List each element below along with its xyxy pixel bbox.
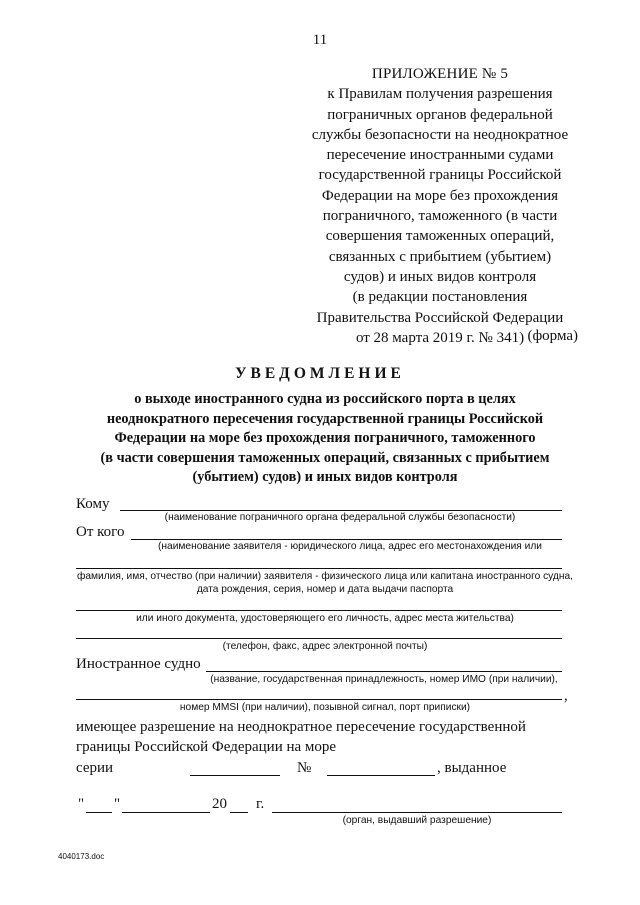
appendix-line: связанных с прибытием (убытием)	[328, 248, 552, 265]
subject-line: неоднократного пересечения государственной границы Российской	[106, 410, 544, 427]
appendix-line: службы безопасности на неоднократное	[311, 126, 569, 143]
date-open-quote: "	[78, 796, 85, 812]
permit-text-line-2: границы Российской Федерации на море	[76, 739, 337, 755]
from-label: От кого	[76, 524, 125, 540]
to-field-line[interactable]	[120, 510, 562, 511]
appendix-line: Федерации на море без прохождения	[321, 187, 559, 204]
appendix-line: совершения таможенных операций,	[325, 228, 555, 245]
month-field-line[interactable]	[122, 812, 210, 813]
vessel-field-line-2[interactable]	[76, 699, 562, 700]
from-caption-2: фамилия, имя, отчество (при наличии) заявителя - физического лица или капитана иностранного судна,	[77, 571, 573, 582]
appendix-line: пересечение иностранными судами	[326, 147, 554, 164]
appendix-line: к Правилам получения разрешения	[327, 86, 553, 103]
subject-line: (убытием) судов) и иных видов контроля	[192, 469, 458, 485]
from-caption-3: дата рождения, серия, номер и дата выдачи паспорта	[196, 584, 454, 595]
form-label: (форма)	[527, 328, 578, 344]
from-caption-5: (телефон, факс, адрес электронной почты)	[222, 641, 428, 652]
year-suffix: г.	[256, 796, 265, 812]
appendix-line: судов) и иных видов контроля	[343, 268, 537, 285]
appendix-block	[290, 64, 590, 348]
year-field-line[interactable]	[230, 812, 248, 813]
to-caption: (наименование пограничного органа федеральной службы безопасности)	[164, 512, 516, 523]
vessel-line-comma: ,	[564, 688, 568, 704]
appendix-line: (в редакции постановления	[352, 289, 528, 306]
vessel-label: Иностранное судно	[76, 656, 201, 672]
issued-label: , выданное	[437, 760, 507, 776]
appendix-line: Правительства Российской Федерации	[316, 309, 564, 326]
footer-file-code: 4040173.doc	[58, 852, 105, 861]
number-label: №	[297, 760, 312, 776]
appendix-line: от 28 марта 2019 г. № 341)	[355, 329, 525, 346]
series-label: серии	[76, 760, 114, 776]
from-caption-1: (наименование заявителя - юридического лица, адрес его местонахождения или	[158, 541, 542, 552]
appendix-line: государственной границы Российской	[318, 167, 562, 184]
permit-text-line-1: имеющее разрешение на неоднократное пересечение государственной	[76, 719, 526, 735]
subject-line: (в части совершения таможенных операций, связанных с прибытием	[100, 449, 550, 466]
appendix-line: пограничного, таможенного (в части	[322, 208, 558, 225]
day-field-line[interactable]	[86, 812, 112, 813]
vessel-field-line-1[interactable]	[206, 671, 562, 672]
from-field-line-1[interactable]	[131, 539, 562, 540]
from-field-line-3[interactable]	[76, 610, 562, 611]
year-prefix: 20	[212, 796, 227, 812]
document-title: УВЕДОМЛЕНИЕ	[235, 365, 405, 382]
number-field-line[interactable]	[327, 775, 435, 776]
date-close-quote: "	[114, 796, 121, 812]
from-field-line-2[interactable]	[76, 568, 562, 569]
vessel-caption-1: (название, государственная принадлежность, номер ИМО (при наличии),	[210, 674, 558, 685]
appendix-title: ПРИЛОЖЕНИЕ № 5	[371, 66, 509, 82]
document-subject	[60, 390, 590, 488]
page-number: 11	[312, 32, 328, 48]
series-field-line[interactable]	[190, 775, 280, 776]
subject-line: Федерации на море без прохождения пограничного, таможенного	[114, 430, 536, 446]
vessel-caption-2: номер MMSI (при наличии), позывной сигнал, порт приписки)	[179, 702, 471, 713]
issuer-field-line[interactable]	[272, 812, 562, 813]
issuer-caption: (орган, выдавший разрешение)	[342, 815, 492, 826]
subject-line: о выходе иностранного судна из российского порта в целях	[134, 391, 516, 407]
appendix-line: пограничных органов федеральной	[327, 106, 553, 123]
to-label: Кому	[76, 496, 110, 512]
from-field-line-4[interactable]	[76, 638, 562, 639]
from-caption-4: или иного документа, удостоверяющего его личность, адрес места жительства)	[136, 613, 514, 624]
